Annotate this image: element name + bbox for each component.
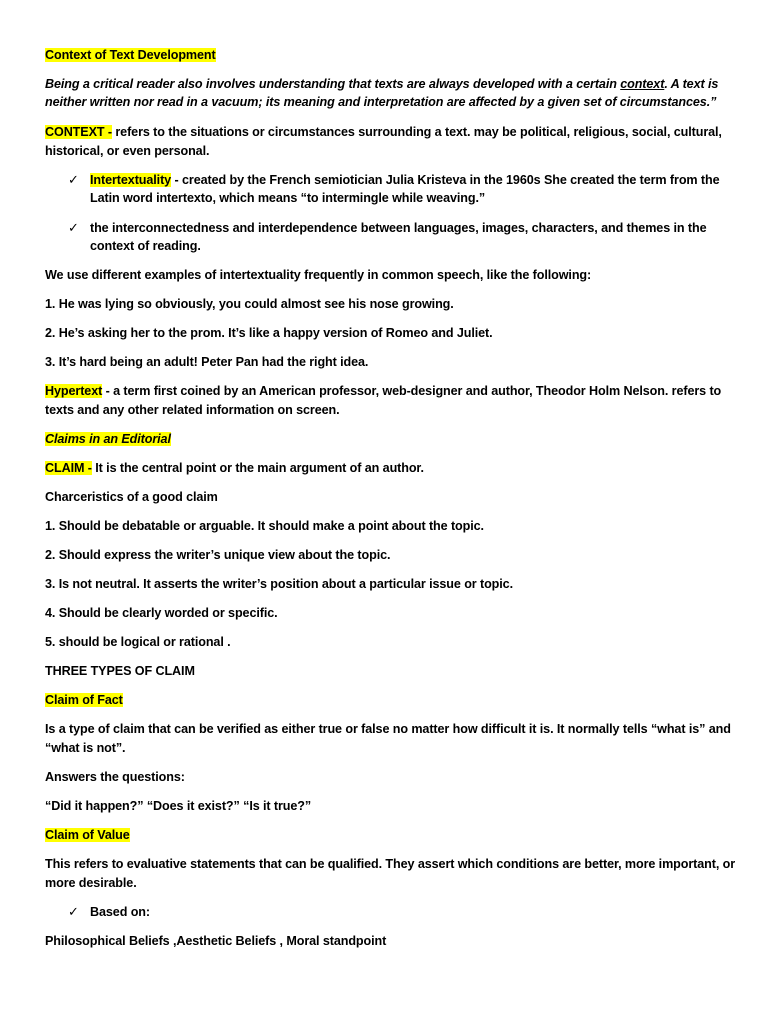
value-based-on: Based on:: [90, 905, 150, 919]
heading-claim-of-fact: Claim of Fact: [45, 693, 123, 707]
characteristic-item: 5. should be logical or rational .: [45, 635, 231, 649]
characteristic-item: 3. Is not neutral. It asserts the writer’s position about a particular issue or topic.: [45, 577, 513, 591]
checkmark-icon: ✓: [68, 220, 79, 235]
bullet-interconnectedness-line-1: the interconnectedness and interdependence between languages, images, characters, and themes in the: [90, 221, 707, 235]
types-title: THREE TYPES OF CLAIM: [45, 664, 195, 678]
context-definition-line-1: CONTEXT - refers to the situations or circumstances surrounding a text. may be political, religious, social, cultural,: [45, 125, 722, 139]
heading-claims-in-an-editorial: Claims in an Editorial: [45, 432, 171, 446]
example-item: 3. It’s hard being an adult! Peter Pan had the right idea.: [45, 355, 369, 369]
value-definition-line-1: This refers to evaluative statements that can be qualified. They assert which conditions are better, more important, or: [45, 857, 736, 871]
examples-intro: We use different examples of intertextuality frequently in common speech, like the following:: [45, 268, 592, 282]
fact-definition-line-2: “what is not”.: [45, 741, 126, 755]
bullet-intertextuality-line-1: Intertextuality - created by the French semiotician Julia Kristeva in the 1960s She created the term from the: [90, 173, 720, 187]
context-term: CONTEXT -: [45, 125, 112, 139]
characteristic-item: 1. Should be debatable or arguable. It should make a point about the topic.: [45, 519, 484, 533]
hypertext-definition-line-1: Hypertext - a term first coined by an American professor, web-designer and author, Theodor Holm Nelson. refers to: [45, 384, 722, 398]
bullet-intertextuality-line-2: Latin word intertexto, which means “to intermingle while weaving.”: [90, 191, 486, 205]
claim-definition: CLAIM - It is the central point or the main argument of an author.: [45, 461, 424, 475]
hypertext-definition-line-2: texts and any other related information on screen.: [45, 403, 340, 417]
characteristic-item: 4. Should be clearly worded or specific.: [45, 606, 278, 620]
checkmark-icon: ✓: [68, 172, 79, 187]
checkmark-icon: ✓: [68, 904, 79, 919]
example-item: 1. He was lying so obviously, you could almost see his nose growing.: [45, 297, 454, 311]
example-item: 2. He’s asking her to the prom. It’s like a happy version of Romeo and Juliet.: [45, 326, 493, 340]
characteristics-title: Charceristics of a good claim: [45, 490, 218, 504]
context-underlined: context: [620, 77, 665, 91]
fact-answers-label: Answers the questions:: [45, 770, 185, 784]
value-beliefs: Philosophical Beliefs ,Aesthetic Beliefs , Moral standpoint: [45, 934, 387, 948]
value-definition-line-2: more desirable.: [45, 876, 137, 890]
intro-line-1: Being a critical reader also involves understanding that texts are always developed with a certain context. A text is: [45, 77, 719, 91]
hypertext-term: Hypertext: [45, 384, 103, 398]
context-definition-line-2: historical, or even personal.: [45, 144, 210, 158]
fact-definition-line-1: Is a type of claim that can be verified as either true or false no matter how difficult it is. It normally tells “what is” and: [45, 722, 731, 736]
bullet-interconnectedness-line-2: context of reading.: [90, 239, 201, 253]
intro-line-2: neither written nor read in a vacuum; its meaning and interpretation are affected by a given set of circumstances.”: [45, 95, 717, 109]
characteristic-item: 2. Should express the writer’s unique view about the topic.: [45, 548, 391, 562]
fact-questions: “Did it happen?” “Does it exist?” “Is it true?”: [45, 799, 312, 813]
claim-term: CLAIM -: [45, 461, 92, 475]
heading-context-of-text-development: Context of Text Development: [45, 48, 216, 62]
heading-claim-of-value: Claim of Value: [45, 828, 130, 842]
intertextuality-term: Intertextuality: [90, 173, 172, 187]
